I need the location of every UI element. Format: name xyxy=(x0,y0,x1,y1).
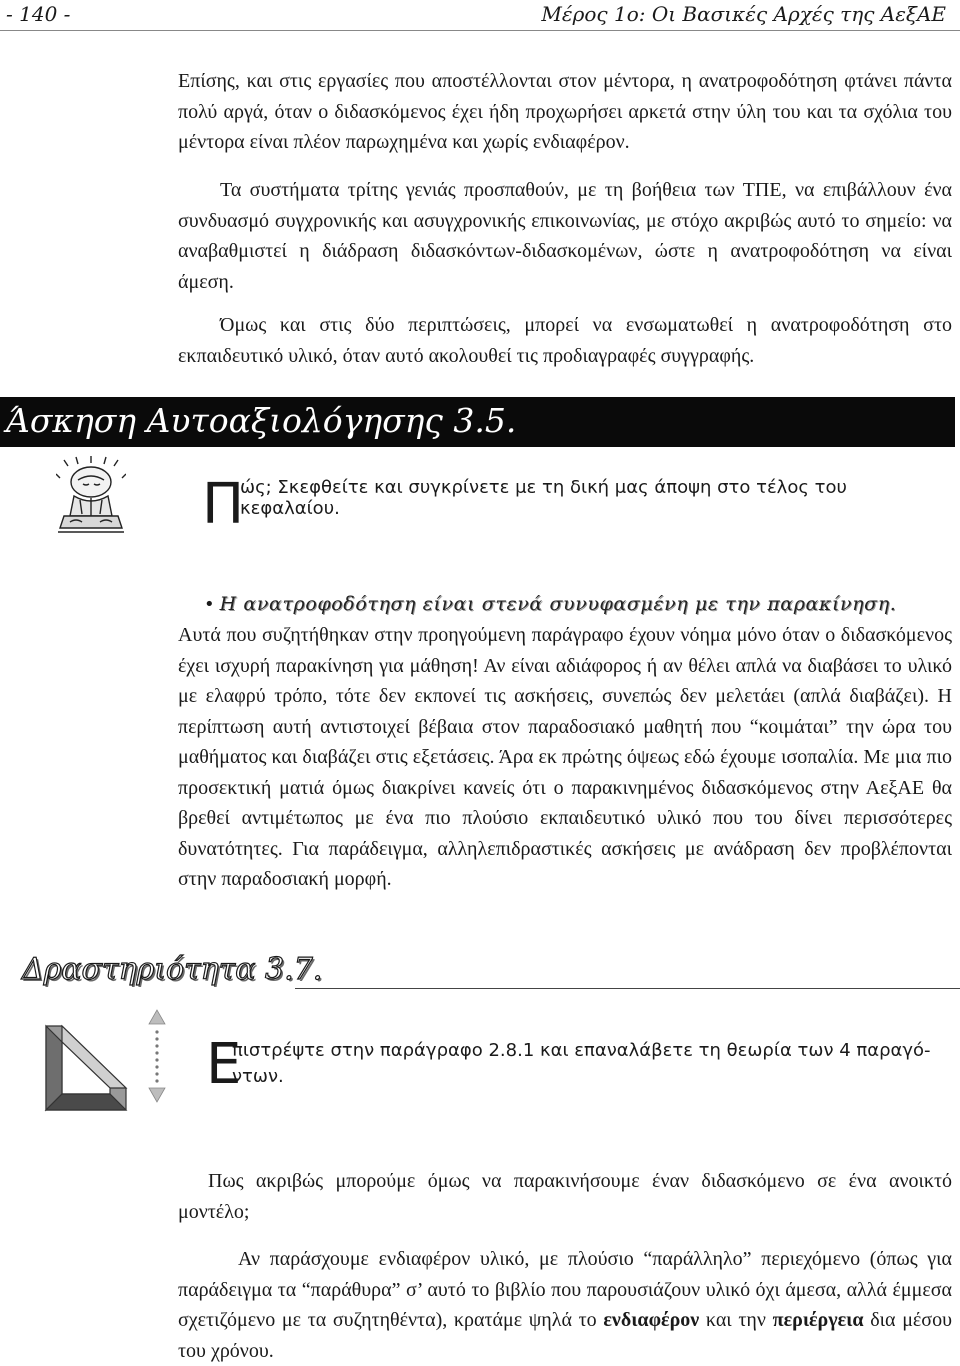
thinker-icon xyxy=(56,456,126,534)
keyword-interest: ενδιαφέρον xyxy=(603,1309,700,1331)
bullet-heading: Η ανατροφοδότηση είναι στενά συνυφασμένη με την παρακίνηση. xyxy=(219,593,897,615)
paragraph-third-gen-systems: Τα συστήματα τρίτης γενιάς προσπαθούν, με τη βοήθεια των ΤΠΕ, να επιβάλλουν ένα συνδυασμό συγχρονικής και ασυγχρονικής επικοινωνίας, με στόχο ακριβώς αυτό το σημείο: να αναβαθμιστεί η διάδραση διδασκόντων-διδασκομένων, ώστε η ανατροφοδότηση να είναι άμεση. xyxy=(178,179,952,293)
page-number: - 140 - xyxy=(6,2,71,26)
page-header xyxy=(0,0,960,31)
activity-text-line1: πιστρέψτε στην παράγραφο 2.8.1 και επαναλάβετε τη θεωρία των 4 παραγό- xyxy=(232,1040,931,1061)
paragraph-embedded-feedback: Όμως και στις δύο περιπτώσεις, μπορεί να ενσωματωθεί η ανατροφοδότηση στο εκπαιδευτικό υλικό, όταν αυτό ακολουθεί τις προδιαγραφές συγγραφής. xyxy=(178,314,952,367)
bullet-paragraph: Αυτά που συζητήθηκαν στην προηγούμενη παράγραφο έχουν νόημα μόνο όταν ο διδασκόμενος έχει ισχυρή παρακίνηση για μάθηση! Αν είναι αδιάφορος ή αν θέλει απλά να διαβάσει το υλικό με ελαφρύ τρόπο, τότε δεν εκπονεί τις ασκήσεις, συνεπώς δεν μελετάει (απλά διαβάζει). Η περίπτωση αυτή αντιστοιχεί βέβαια στον παραδοσιακό μαθητή που “κοιμάται” την ώρα του μαθήματος και διαβάζει στις εξετάσεις. Άρα εκ πρώτης όψεως εδώ έχουμε ισοπαλία. Με μια πιο προσεκτική ματιά όμως διακρίνει κανείς ότι ο παρακινημένος διδασκόμενος στην ΑεξΑΕ θα βρεθεί αντιμέτωπος με ένα πιο πλούσιο εκπαιδευτικό υλικό που του δίνει περισσότερες δυνατότητες. Για παράδειγμα, αλληλεπιδραστικές ασκήσεις με ανάδραση δεν προβλέπονται στην παραδοσιακή μορφή. xyxy=(178,624,952,890)
part-title: Μέρος 1ο: Οι Βασικές Αρχές της ΑεξΑΕ xyxy=(541,2,946,26)
closing-question: Πως ακριβώς μπορούμε όμως να παρακινήσουμε έναν διδασκόμενο σε ένα ανοικτό μοντέλο; xyxy=(178,1170,952,1223)
closing-answer-mid: και την xyxy=(705,1309,766,1331)
impossible-triangle-icon xyxy=(40,1022,132,1114)
closing-answer-start: Αν παράσχουμε ενδιαφέρον υλικό, με πλούσιο “παράλληλο” περιεχόμενο (όπως για παράδειγμα τα “παράθυρα” σ’ αυτό το βιβλίο που παρουσιάζουν υλικό όχι άμεσα, αλλά έμμεσα σχετιζόμενο με τα συζητηθέντα), κρατάμε ψηλά το xyxy=(178,1248,952,1331)
activity-title: Δραστηριότητα 3.7. xyxy=(22,952,323,987)
keyword-curiosity: περιέργεια xyxy=(772,1309,864,1331)
paragraph-feedback-delay: Επίσης, και στις εργασίες που αποστέλλονται στον μέντορα, η ανατροφοδότηση φτάνει πάντα πολύ αργά, όταν ο διδασκόμενος έχει ήδη προχωρήσει αρκετά στην ύλη του και τα σχόλια του μέντορα είναι πλέον παρωχημένα και χωρίς ενδιαφέρον. xyxy=(178,70,952,153)
activity-dropcap: Ε xyxy=(206,1032,242,1097)
exercise-title-banner xyxy=(0,397,955,447)
closing-answer-end: δια μέσου του χρόνου. xyxy=(178,1309,952,1362)
exercise-dropcap: Π xyxy=(202,472,245,537)
bullet-block xyxy=(204,589,954,621)
closing-answer xyxy=(178,1244,952,1366)
bullet-marker: • xyxy=(204,594,215,615)
activity-text-line2: ντων. xyxy=(232,1066,284,1087)
dotted-double-arrow-icon xyxy=(146,1008,168,1104)
activity-title-rule xyxy=(295,988,960,989)
exercise-title: Άσκηση Αυτοαξιολόγησης 3.5. xyxy=(6,401,517,440)
exercise-question-text: ώς; Σκεφθείτε και συγκρίνετε με τη δική μας άποψη στο τέλος του κεφαλαίου. xyxy=(240,477,847,519)
